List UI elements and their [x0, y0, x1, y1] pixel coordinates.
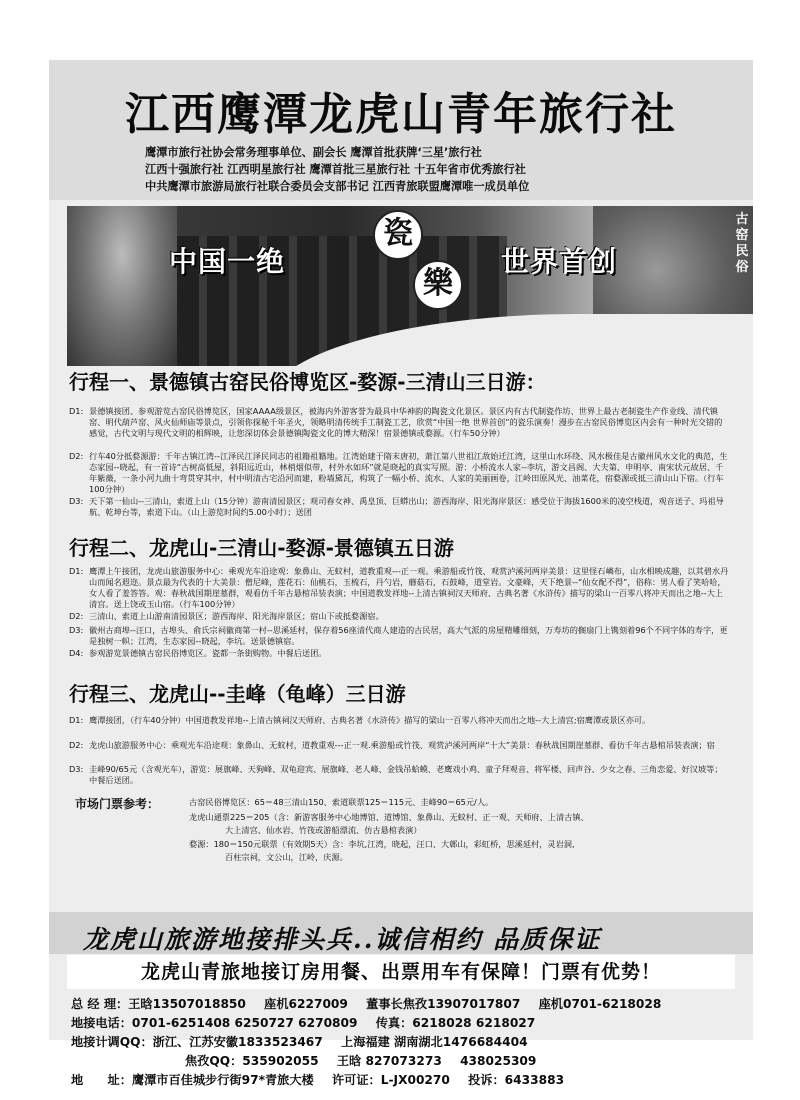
qq-shanghai: 上海福建 湖南湖北1476684404	[341, 1035, 528, 1049]
route-3-title: 行程三、龙虎山--圭峰（龟峰）三日游	[69, 682, 406, 706]
route-3-day-1	[69, 715, 729, 726]
day-text: 龙虎山旅游服务中心：乘观光车沿途观：象鼻山、无蚊村，道教重观---正一观.乘游船或竹筏、观赏泸溪河两岸“十大”美景：春秋战国期崖墓群、看仿千年古悬棺吊装表演；宿	[89, 740, 715, 750]
seal-porcelain: 瓷	[373, 210, 423, 260]
banner-right-text: 世界首创	[501, 245, 618, 278]
qq-extra: 438025309	[460, 1054, 537, 1068]
day-text: 三清山、索道上山游南清园景区；游西海岸、阳光海岸景区；宿山下或抵婺源宿。	[89, 611, 384, 621]
banner-photo	[67, 206, 753, 366]
day-label: D2:	[69, 451, 84, 461]
day-text: 鹰潭上午接团，龙虎山旅游服务中心：乘观光车沿途观：象鼻山、无蚊村，道教重观---正一观。乘游船或竹筏、观赏泸溪河两岸美景：这里怪石嶙布，山水相映成趣，以其碧水丹山而闻名遐迩。景点最为代表的十大美景：僧尼峰，莲花石：仙桃石，玉梳石，丹勺岩，蘑菇石，石鼓峰，道堂岩。文豪峰，天下绝景--“仙女配不得”，俗称：男人看了笑哈哈，女人看了羞答答。观：春秋战国期崖墓群，观看仿千年古悬棺吊装表演；中国道教发祥地--上清古镇祠汉天师府、古典名著《水浒传》描写的梁山一百零八将冲天而出之地--大上清宫。送上饶或玉山宿。（行车100分钟）	[89, 566, 729, 609]
day-label: D1:	[69, 566, 84, 576]
day-label: D4:	[69, 648, 84, 658]
ticket-heading: 市场门票参考：	[75, 797, 160, 811]
contact-row-address	[71, 1071, 578, 1088]
banner-left-text: 中国一绝	[169, 245, 286, 278]
seal-music: 樂	[413, 260, 463, 310]
license: 许可证：L-JX00270	[331, 1073, 450, 1087]
contact-row-qq	[71, 1033, 542, 1050]
ticket-line-5: 百柱宗祠，文公山，江岭，庆源。	[225, 852, 348, 862]
banner-vertical-text: 古窑民俗	[735, 212, 749, 275]
performer-photo	[67, 206, 177, 366]
day-label: D1:	[69, 406, 84, 416]
route-2-day-3	[69, 625, 729, 647]
ticket-line-4: 婺源：180＝150元联票（有效期5天）含：李坑,江湾，晓起，汪口、大鄣山，彩虹桥，思溪延村，灵岩洞,	[189, 839, 575, 849]
route-2-day-1	[69, 566, 729, 610]
day-text: 参观游览景德镇古窑民俗博览区。瓷都一条街购物。中餐后送团。	[89, 648, 327, 658]
route-2-day-4	[69, 648, 729, 659]
chairman-landline: 座机0701-6218028	[538, 997, 662, 1011]
agency-title: 江西鹰潭龙虎山青年旅行社	[125, 89, 677, 140]
fax: 传真：6218028 6218027	[375, 1016, 536, 1030]
qq-jiaozi: 焦孜QQ：535902055	[185, 1054, 319, 1068]
route-3-day-2	[69, 740, 729, 751]
route-1-day-1	[69, 406, 729, 439]
day-text: 徽州古商埠--汪口，古埠头、俞氏宗祠徽商第一村--思溪延村，保存着56座清代商人建造的古民居，高大气派的房屋精雕细刻，万寿坊的搁扇门上镌刻着96个不同字体的寿字，更是独树一帜；江湾，生态家园--晓起，李坑。送景德镇宿。	[89, 625, 728, 646]
day-label: D2:	[69, 611, 84, 621]
manager-landline: 座机6227009	[264, 997, 348, 1011]
local-phones: 地接电话：0701-6251408 6250727 6270809	[71, 1016, 358, 1030]
route-1-day-2	[69, 451, 729, 495]
header-line-3: 中共鹰潭市旅游局旅行社联合委员会支部书记 江西青旅联盟鹰潭唯一成员单位	[145, 180, 530, 193]
address: 地 址：鹰潭市百佳城步行街97*青旅大楼	[71, 1073, 314, 1087]
route-1-day-3	[69, 496, 729, 518]
ticket-line-3: 大上清宫、仙水岩、竹筏或游船漂流、仿古悬棺表演）	[225, 825, 422, 835]
header-line-1: 鹰潭市旅行社协会常务理事单位、副会长 鹰潭首批获牌‘三星’旅行社	[145, 146, 482, 159]
contact-row-qq-2	[185, 1052, 550, 1069]
ticket-line-1: 古窑民俗博览区：65＝48三清山150、索道联票125＝115元、圭峰90＝65元/人。	[189, 797, 494, 807]
slogan-text: 龙虎山旅游地接排头兵..诚信相约 品质保证	[83, 925, 602, 954]
qq-wanghan: 王晗 827073273	[336, 1054, 442, 1068]
contact-row-phone	[71, 1014, 549, 1031]
day-label: D3:	[69, 496, 84, 506]
day-text: 鹰潭接团，（行车40分钟）中国道教发祥地--上清古镇祠汉天师府、古典名著《水浒传》描写的梁山一百零八将冲天而出之地--大上清宫;宿鹰潭或景区亦可。	[89, 715, 651, 725]
day-label: D3:	[69, 764, 84, 774]
day-text: 天下第一仙山--三清山，索道上山（15分钟）游南清园景区；观司春女神、禹皇顶、巨蟒出山；游西海岸、阳光海岸景区：感受位于海拔1600米的凌空栈道，观音送子、玛祖导航、乾坤台等，索道下山。（山上游览时间约5.00小时）；送团	[89, 496, 724, 517]
manager-phone: 总 经 理：王晗13507018850	[71, 997, 246, 1011]
day-label: D2:	[69, 740, 84, 750]
guarantee-banner: 龙虎山青旅地接订房用餐、出票用车有保障！门票有优势！	[67, 955, 735, 989]
day-label: D1:	[69, 715, 84, 725]
day-label: D3:	[69, 625, 84, 635]
header-line-2: 江西十强旅行社 江西明星旅行社 鹰潭首批三星旅行社 十五年省市优秀旅行社	[145, 163, 526, 176]
day-text: 圭峰90/65元（含观光车），游览：展旗峰、天狗峰、双龟迎宾、展旗峰、老人峰、金钱吊蛤蟆、老鹰戏小鸡、童子拜观音、将军楼、回声谷、少女之春、三角恋爱、好汉坡等；中餐后送团。	[89, 764, 723, 785]
chairman-phone: 董事长焦孜13907017807	[366, 997, 521, 1011]
qq-zhejiang: 地接计调QQ：浙江、江苏安徽1833523467	[71, 1035, 323, 1049]
day-text: 景德镇接团、参观游览古窑民俗博览区，国家AAAA级景区，被海内外游客誉为最具中华神韵的陶瓷文化景区。景区内有古代制瓷作坊、世界上最古老制瓷生产作业线、清代镇窑、明代葫芦窑、风火仙师庙等景点，引领你探秘千年圣火，领略明清传统手工制瓷工艺，欣赏“中国一绝 世界首创”的瓷乐演奏！漫步在古窑民俗博览区内会有一种时光交错的感觉，古代文明与现代文明的相辉映，让您深切体会景德镇陶瓷文化的博大精深！宿景德镇或婺源。（行车50分钟）	[89, 406, 723, 438]
day-text: 行车40分抵婺源游：千年古镇江湾--江泽民江泽民同志的祖籍祖籍地。江湾始建于隋末唐初，萧江第八世祖江敌始迁江湾，这里山水环绕、风水极佳是古徽州风水文化的典范，生态家园--晓起，有一首诗“古树高低屋，斜阳远近山，林梢烟似带，村外水如环”就是晓起的真实写照。游：小桥流水人家--李坑，游文昌阁、大夫第、申明亭、南宋状元故居、千年紫薇，一条小河九曲十弯贯穿其中，村中明清古宅沿河而建，粉墙黛瓦，构筑了一幅小桥、流水、人家的美丽画卷，江岭田原风光、油菜花，宿婺源或抵三清山山下宿。（行车100分钟）	[89, 451, 728, 494]
ticket-line-2: 龙虎山通票225＝205（含：新游客服务中心地博馆、道博馆、象鼻山、无蚊村、正一观、天师府、上清古镇、	[189, 812, 589, 822]
header	[49, 60, 753, 200]
route-1-title: 行程一、景德镇古窑民俗博览区-婺源-三清山三日游：	[69, 370, 546, 394]
poster	[49, 60, 753, 1087]
contact-row-manager	[71, 995, 675, 1012]
route-2-day-2	[69, 611, 729, 622]
complaint-phone: 投诉：6433883	[468, 1073, 565, 1087]
route-2-title: 行程二、龙虎山-三清山-婺源-景德镇五日游	[69, 536, 454, 560]
route-3-day-3	[69, 764, 729, 786]
